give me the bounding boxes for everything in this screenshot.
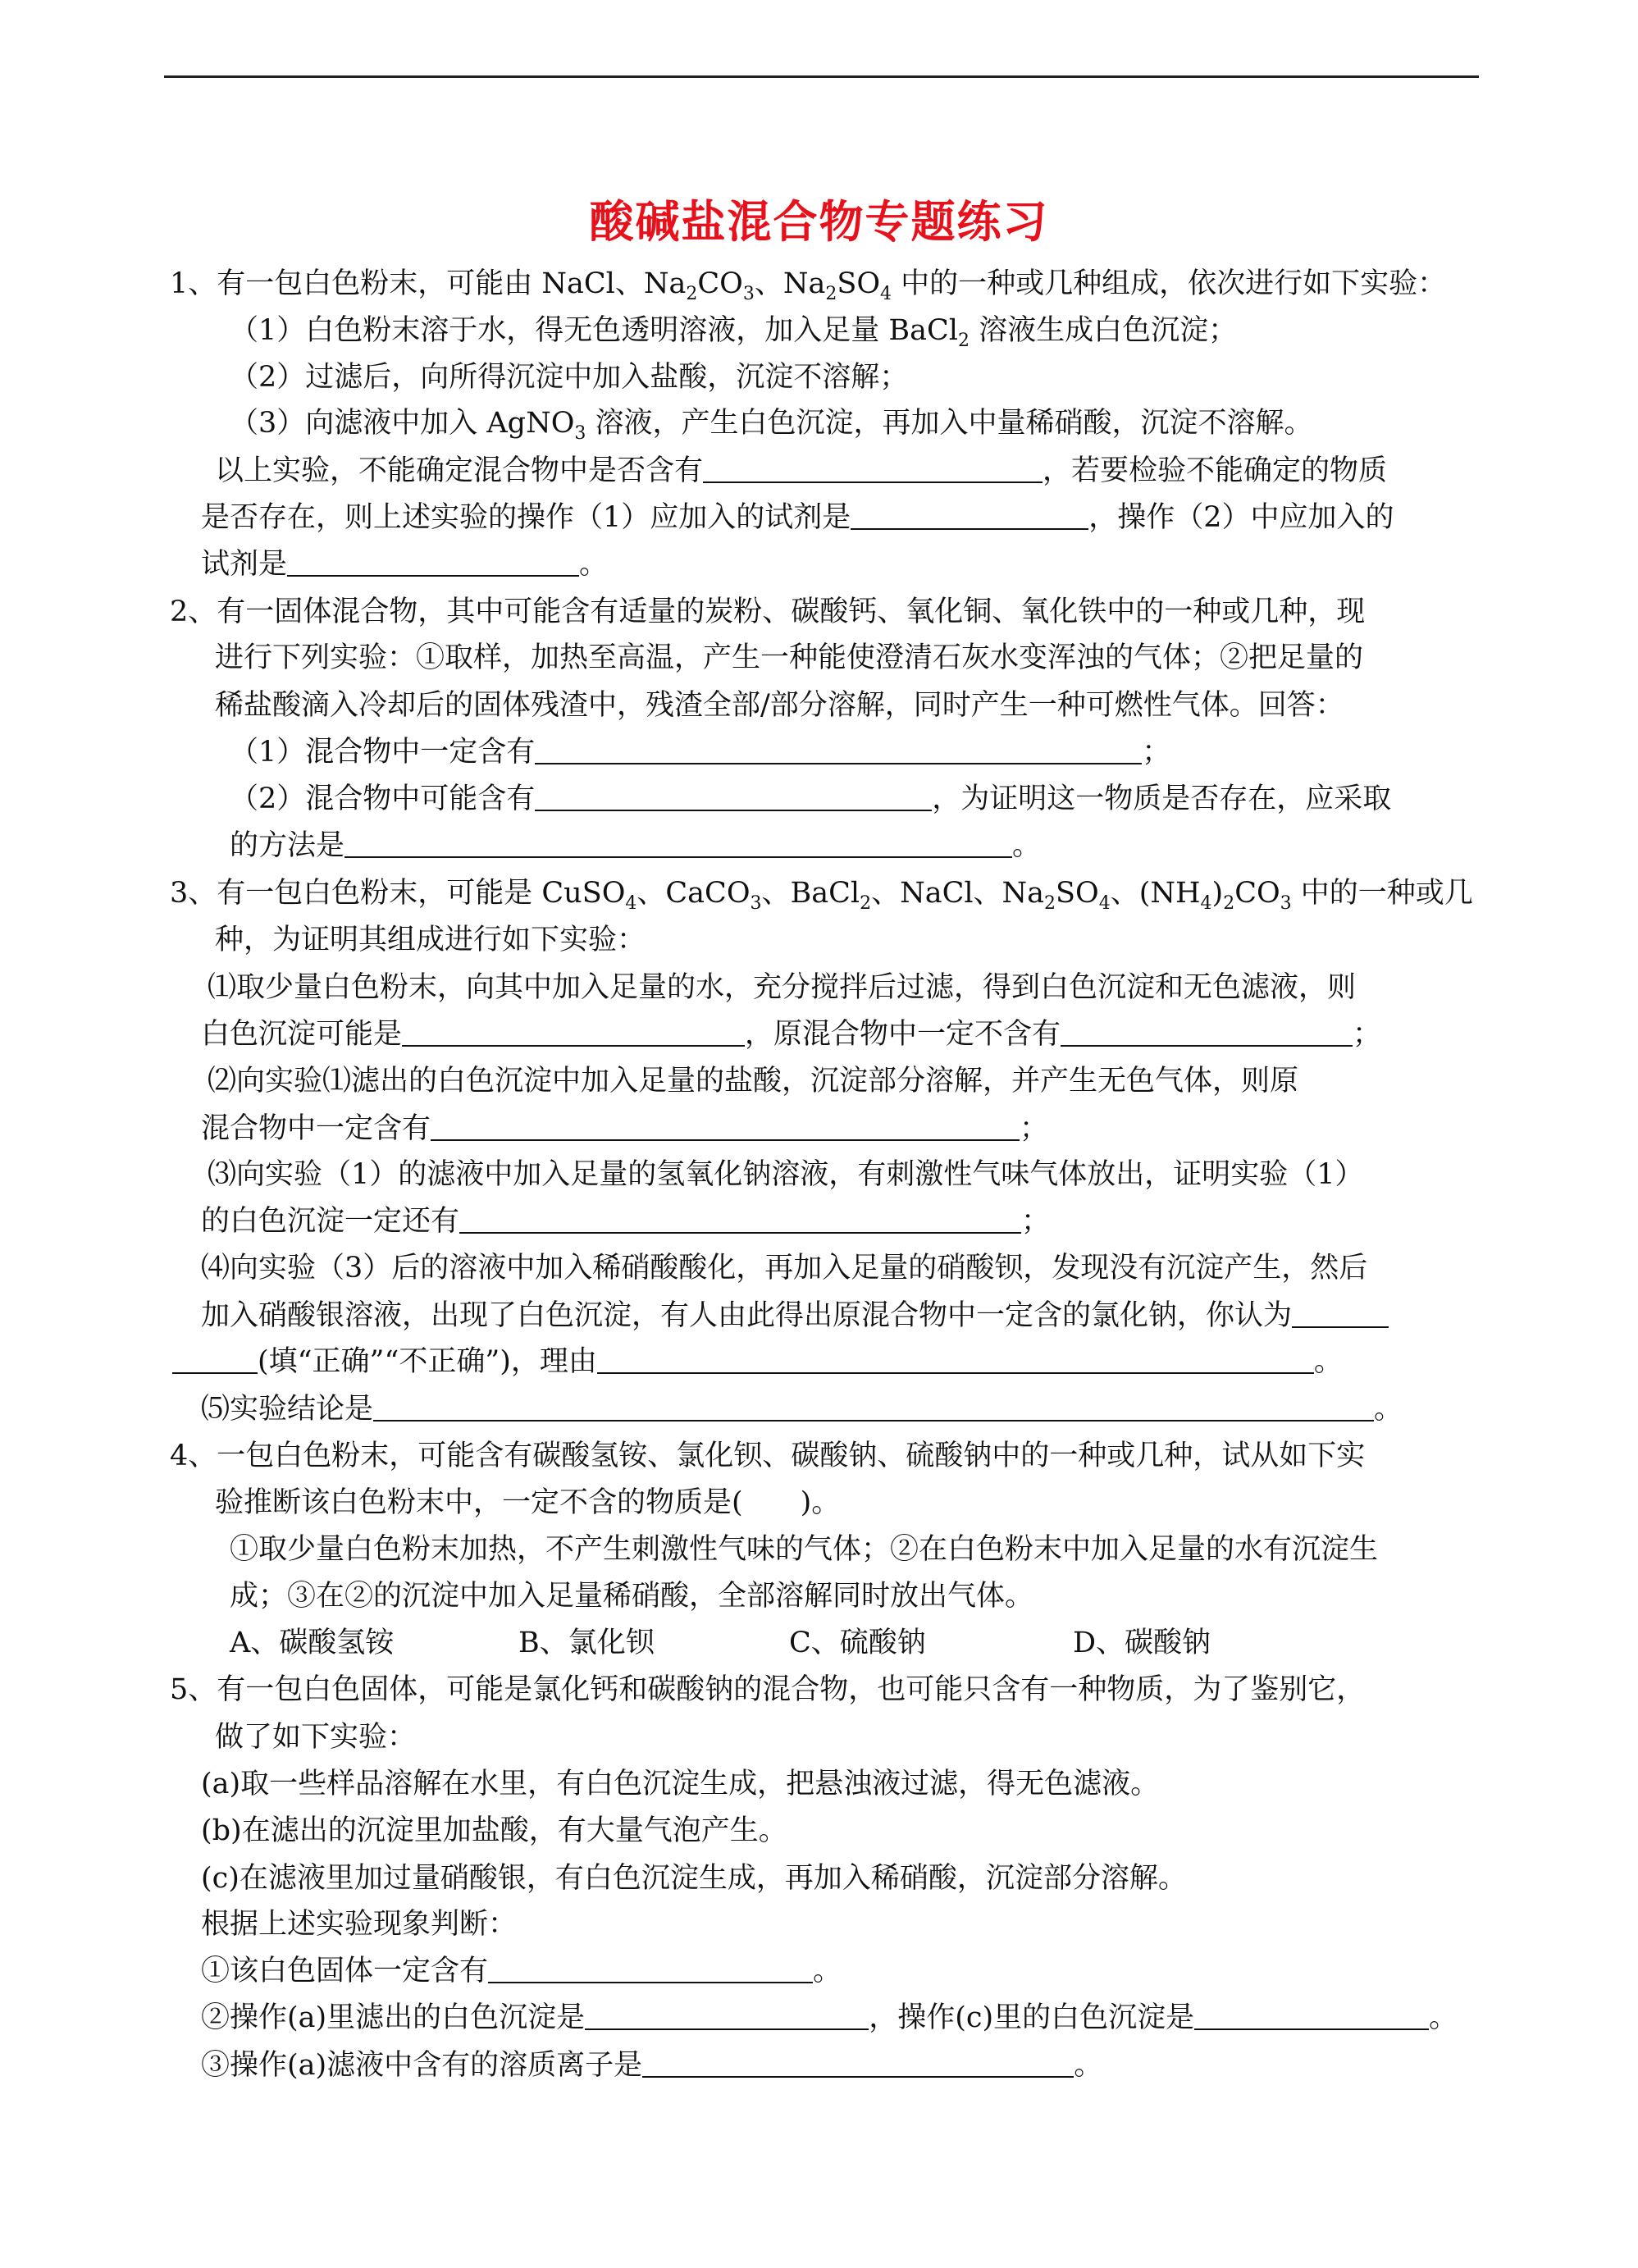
answer-blank[interactable] [703,455,1043,483]
page-title: 酸碱盐混合物专题练习 [589,195,1049,248]
answer-blank[interactable] [1061,1019,1353,1047]
answer-blank[interactable] [851,502,1088,530]
option-c[interactable]: C、硫酸钠 [789,1627,926,1659]
q2-line-2: 进行下列实验：①取样，加热至高温，产生一种能使澄清石灰水变浑浊的气体；②把足量的 [215,641,1364,674]
q3-part-2-answer: 混合物中一定含有 ； [201,1112,1049,1145]
q1-step1: （1）白色粉末溶于水，得无色透明溶液，加入足量 BaCl$_2$ 溶液生成白色沉淀； [230,314,1238,351]
q1-text-2: 是否存在，则上述实验的操作（1）应加入的试剂是 ，操作（2）中应加入的 [201,501,1394,534]
answer-blank[interactable] [402,1019,745,1047]
answer-blank[interactable] [431,1113,1020,1141]
q3-part-4-cont: 加入硝酸银溶液，出现了白色沉淀，有人由此得出原混合物中一定含的氯化钠，你认为 [201,1298,1389,1334]
answer-blank[interactable] [172,1346,258,1374]
q5-line-1: 5、有一包白色固体，可能是氯化钙和碳酸钠的混合物，也可能只含有一种物质，为了鉴别它， [170,1673,1366,1706]
q1-step2: （2）过滤后，向所得沉淀中加入盐酸，沉淀不溶解； [230,361,909,394]
q4-options [230,1625,1211,1661]
option-d[interactable]: D、碳酸钠 [1073,1627,1211,1659]
q3-part-2: ⑵向实验⑴滤出的白色沉淀中加入足量的盐酸，沉淀部分溶解，并产生无色气体，则原 [208,1065,1299,1097]
q4-line-3: ①取少量白色粉末加热，不产生刺激性气味的气体；②在白色粉末中加入足量的水有沉淀生 [230,1533,1379,1566]
answer-blank[interactable] [459,1206,1021,1234]
q2-line-1: 2、有一固体混合物，其中可能含有适量的炭粉、碳酸钙、氧化铜、氧化铁中的一种或几种，现 [170,596,1366,628]
q1-text-3: 试剂是 。 [201,548,609,581]
option-b[interactable]: B、氯化钡 [518,1627,655,1659]
q4-line-1: 4、一包白色粉末，可能含有碳酸氢铵、氯化钡、碳酸钠、硫酸钠中的一种或几种，试从如下实 [170,1440,1366,1472]
option-a[interactable]: A、碳酸氢铵 [230,1627,395,1659]
q5-answer-2: ②操作(a)里滤出的白色沉淀是 ，操作(c)里的白色沉淀是 。 [201,2001,1458,2034]
q3-part-4-answer: (填“正确”“不正确”)，理由 。 [172,1344,1343,1380]
q3-part-4: ⑷向实验（3）后的溶液中加入稀硝酸酸化，再加入足量的硝酸钡，发现没有沉淀产生，然后 [201,1252,1368,1285]
q3-part-3-answer: 的白色沉淀一定还有 ； [201,1205,1051,1238]
q5-answer-1: ①该白色固体一定含有 。 [201,1955,842,1987]
answer-blank[interactable] [597,1346,1314,1374]
q2-answer-2: （2）混合物中可能含有 ，为证明这一物质是否存在，应采取 [230,783,1392,815]
q3-part-1: ⑴取少量白色粉末，向其中加入足量的水，充分搅拌后过滤，得到白色沉淀和无色滤液，则 [208,971,1357,1004]
answer-blank[interactable] [535,737,1142,764]
q3-stem-2: 种，为证明其组成进行如下实验： [215,924,646,956]
q4-line-2: 验推断该白色粉末中，一定不含的物质是( )。 [215,1486,841,1519]
q2-line-3: 稀盐酸滴入冷却后的固体残渣中，残渣全部/部分溶解，同时产生一种可燃性气体。回答： [215,689,1344,722]
q5-answer-3: ③操作(a)滤液中含有的溶质离子是 。 [201,2049,1103,2082]
q5-step-c: (c)在滤液里加过量硝酸银，有白色沉淀生成，再加入稀硝酸，沉淀部分溶解。 [201,1862,1187,1895]
q4-line-4: 成；③在②的沉淀中加入足量稀硝酸，全部溶解同时放出气体。 [230,1580,1034,1613]
q1-text-1: 以上实验，不能确定混合物中是否含有 ，若要检验不能确定的物质 [215,454,1388,487]
q5-line-2: 做了如下实验： [215,1721,417,1754]
q5-step-a: (a)取一些样品溶解在水里，有白色沉淀生成，把悬浊液过滤，得无色滤液。 [201,1768,1160,1800]
q2-answer-3: 的方法是 。 [230,829,1042,862]
q5-judge: 根据上述实验现象判断： [201,1908,518,1941]
q2-answer-1: （1）混合物中一定含有 ； [230,736,1171,769]
answer-blank[interactable] [287,549,579,577]
answer-blank[interactable] [535,783,932,811]
answer-blank[interactable] [488,1955,813,1983]
answer-blank[interactable] [642,2050,1074,2078]
q5-step-b: (b)在滤出的沉淀里加盐酸，有大量气泡产生。 [201,1814,787,1847]
answer-blank[interactable] [585,2002,869,2030]
q3-stem: 3、有一包白色粉末，可能是 CuSO$_4$、CaCO$_3$、BaCl$_2$、NaCl、$Na_2SO_4$、$(NH_4)_2CO_3$ 中的一种或几 [170,877,1473,914]
q1-stem: 1、有一包白色粉末，可能由 NaCl、$Na_2CO_3$、$Na_2SO_4$ 中的一种或几种组成，依次进行如下实验： [170,267,1447,304]
q3-part-5: ⑸实验结论是 。 [201,1393,1403,1426]
q3-part-3: ⑶向实验（1）的滤液中加入足量的氢氧化钠溶液，有刺激性气味气体放出，证明实验（1） [208,1158,1364,1191]
answer-blank[interactable] [373,1394,1374,1421]
q3-part-1-answer: 白色沉淀可能是 ，原混合物中一定不含有 ； [201,1018,1382,1051]
answer-blank[interactable] [344,830,1012,858]
answer-blank[interactable] [1292,1300,1389,1328]
q1-step3: （3）向滤液中加入 AgNO$_3$ 溶液，产生白色沉淀，再加入中量稀硝酸，沉淀不溶解。 [230,407,1313,444]
header-rule [164,75,1479,78]
answer-blank[interactable] [1194,2002,1429,2030]
